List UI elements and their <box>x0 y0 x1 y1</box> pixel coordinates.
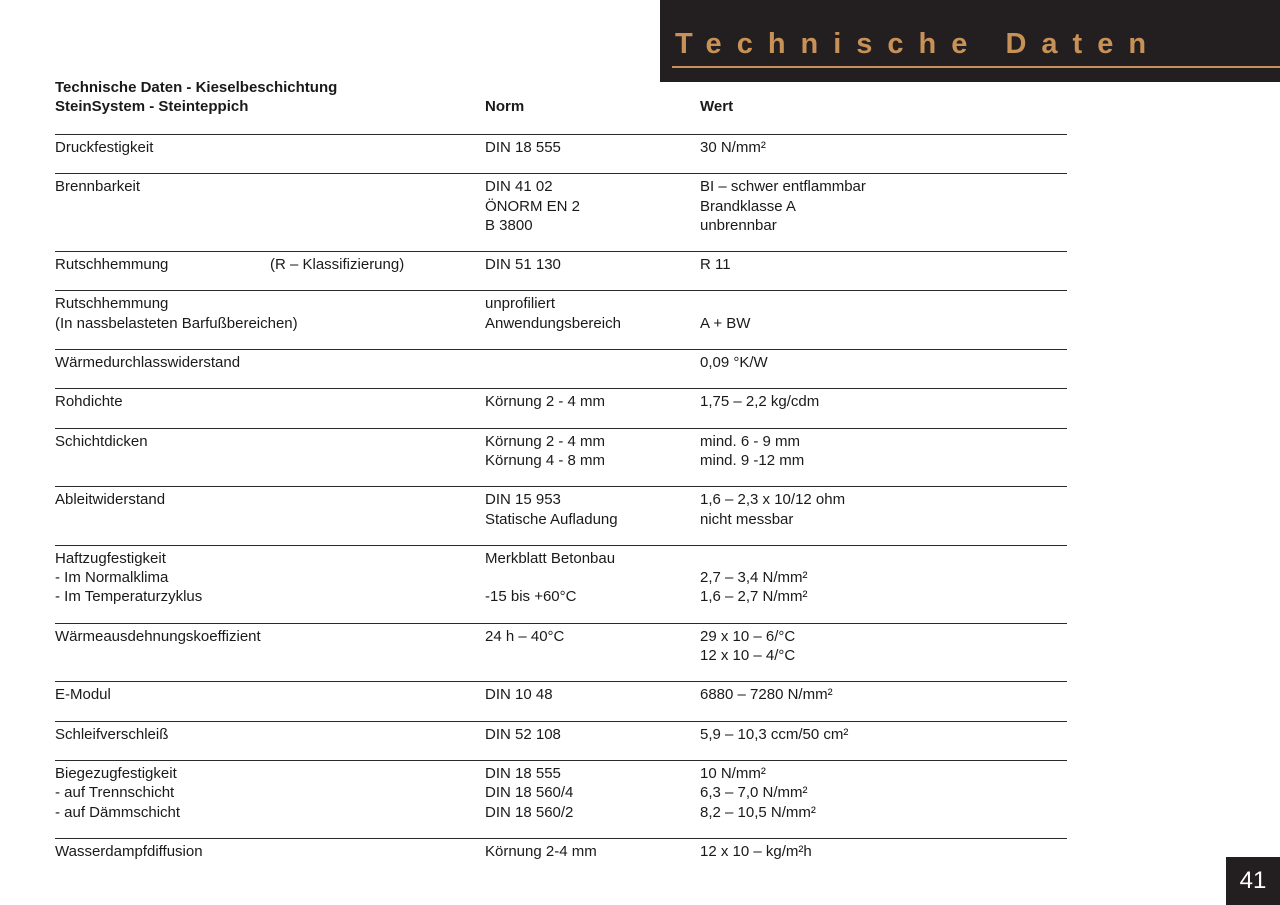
value-cell <box>700 685 833 704</box>
property-name <box>55 255 168 274</box>
norm-cell <box>485 490 618 529</box>
value-cell-line: 29 x 10 – 6/°C <box>700 627 796 645</box>
value-cell-line: 8,2 – 10,5 N/mm² <box>700 803 816 821</box>
value-cell-line: BI – schwer entflammbar <box>700 178 866 196</box>
norm-cell <box>485 294 621 333</box>
table-row <box>55 760 1067 838</box>
value-cell <box>700 627 795 666</box>
property-name-line: (In nassbelasteten Barfußbereichen) <box>55 314 298 332</box>
norm-cell <box>485 432 605 471</box>
value-cell-line: 12 x 10 – 4/°C <box>700 647 796 665</box>
property-name-line: Rutschhemmung <box>55 256 169 274</box>
property-name-line: E-Modul <box>55 686 111 704</box>
value-cell-line: 10 N/mm² <box>700 764 766 782</box>
section-title: Technische Daten <box>675 28 1162 60</box>
property-name-line: - auf Dämmschicht <box>55 803 181 821</box>
value-cell <box>700 725 848 744</box>
norm-cell-line: Körnung 2 - 4 mm <box>485 393 606 411</box>
banner-rule <box>672 66 1280 68</box>
property-name <box>55 177 140 196</box>
value-cell <box>700 177 866 235</box>
section-banner <box>660 0 1280 82</box>
value-cell-line: unbrennbar <box>700 216 777 234</box>
property-name <box>55 392 123 411</box>
value-cell-line: 1,6 – 2,3 x 10/12 ohm <box>700 491 846 509</box>
norm-cell <box>485 627 564 646</box>
norm-cell-line: DIN 15 953 <box>485 491 561 509</box>
property-name-line: Biegezugfestigkeit <box>55 764 177 782</box>
table-row <box>55 545 1067 623</box>
value-cell-line: R 11 <box>700 256 731 274</box>
norm-cell-line: DIN 10 48 <box>485 686 553 704</box>
value-cell <box>700 432 804 471</box>
norm-cell <box>485 725 561 744</box>
norm-cell-line: Körnung 4 - 8 mm <box>485 451 606 469</box>
table-row <box>55 838 1067 877</box>
value-cell-line: 12 x 10 – kg/m²h <box>700 842 812 860</box>
table-row <box>55 290 1067 349</box>
norm-cell-line: DIN 51 130 <box>485 256 561 274</box>
norm-cell <box>485 255 561 274</box>
value-cell <box>700 138 766 157</box>
value-cell-line: A + BW <box>700 314 751 332</box>
table-row <box>55 623 1067 682</box>
value-cell-line: mind. 6 - 9 mm <box>700 432 801 450</box>
document-subtitle: SteinSystem - Steinteppich <box>55 98 249 115</box>
value-cell <box>700 294 750 333</box>
property-name <box>55 353 240 372</box>
property-name <box>55 725 168 744</box>
property-name <box>55 627 261 646</box>
norm-cell <box>485 353 489 372</box>
table-row <box>55 251 1067 290</box>
norm-cell <box>485 685 553 704</box>
norm-cell-line: DIN 41 02 <box>485 178 553 196</box>
value-cell-line <box>700 294 750 313</box>
property-name-line: Rutschhemmung <box>55 295 169 313</box>
property-name <box>55 685 111 704</box>
value-cell-line: 30 N/mm² <box>700 139 766 156</box>
norm-cell-line: Merkblatt Betonbau <box>485 549 616 567</box>
property-name-line: - Im Temperaturzyklus <box>55 588 203 606</box>
value-cell <box>700 255 731 274</box>
norm-cell-line: -15 bis +60°C <box>485 588 577 606</box>
norm-cell-line: DIN 52 108 <box>485 725 561 743</box>
spec-table <box>55 134 1067 877</box>
value-cell <box>700 353 768 372</box>
property-name-line: Wärmedurchlasswiderstand <box>55 354 241 372</box>
value-cell-line: 1,6 – 2,7 N/mm² <box>700 588 808 606</box>
table-row <box>55 349 1067 388</box>
norm-cell-line: 24 h – 40°C <box>485 627 565 645</box>
property-name <box>55 842 203 861</box>
norm-cell-line: Körnung 2 - 4 mm <box>485 432 606 450</box>
value-cell-line: 6880 – 7280 N/mm² <box>700 686 833 704</box>
property-name <box>55 138 153 157</box>
norm-cell <box>485 842 597 861</box>
norm-cell <box>485 392 605 411</box>
property-name-line: Schleifverschleiß <box>55 725 169 743</box>
table-row <box>55 721 1067 760</box>
norm-cell-line: DIN 18 555 <box>485 139 561 156</box>
value-cell-line <box>700 549 808 568</box>
value-cell <box>700 490 845 529</box>
norm-cell-line: DIN 18 555 <box>485 764 561 782</box>
property-name-line: Ableitwiderstand <box>55 491 166 509</box>
value-cell-line: 0,09 °K/W <box>700 354 768 372</box>
property-name-line: Haftzugfestigkeit <box>55 549 166 567</box>
norm-cell <box>485 177 580 235</box>
norm-cell <box>485 764 573 822</box>
value-cell-line: Brandklasse A <box>700 197 796 215</box>
document-title: Technische Daten - Kieselbeschichtung <box>55 79 338 96</box>
norm-cell-line <box>485 353 489 372</box>
property-name <box>55 549 202 607</box>
property-name <box>55 490 165 509</box>
value-cell-line: nicht messbar <box>700 510 794 528</box>
property-name-line: Schichtdicken <box>55 432 148 450</box>
property-name-line: Wasserdampfdiffusion <box>55 842 203 860</box>
property-name-line: Druckfestigkeit <box>55 139 154 156</box>
table-row <box>55 681 1067 720</box>
value-cell <box>700 842 812 861</box>
norm-cell <box>485 549 615 607</box>
value-cell <box>700 392 819 411</box>
norm-cell-line <box>485 568 615 587</box>
property-name <box>55 294 298 333</box>
value-cell <box>700 549 808 607</box>
table-row <box>55 173 1067 251</box>
norm-cell-line: unprofiliert <box>485 295 556 313</box>
norm-cell-line: DIN 18 560/4 <box>485 784 574 802</box>
property-name <box>55 764 180 822</box>
property-name-line: Rohdichte <box>55 393 123 411</box>
value-cell-line: 2,7 – 3,4 N/mm² <box>700 569 808 587</box>
norm-cell-line: Anwendungsbereich <box>485 314 621 332</box>
table-row <box>55 486 1067 545</box>
norm-cell <box>485 138 561 157</box>
property-name-line: Brennbarkeit <box>55 178 141 196</box>
page-number: 41 <box>1226 857 1280 905</box>
norm-cell-line: B 3800 <box>485 216 533 234</box>
value-cell-line: mind. 9 -12 mm <box>700 451 805 469</box>
column-header-norm: Norm <box>485 98 525 115</box>
property-note: (R – Klassifizierung) <box>270 256 405 274</box>
property-name <box>55 432 148 451</box>
norm-cell-line: Körnung 2-4 mm <box>485 842 597 860</box>
property-name-line: - auf Trennschicht <box>55 784 175 802</box>
value-cell <box>700 764 816 822</box>
table-row <box>55 428 1067 487</box>
column-header-wert: Wert <box>700 98 734 115</box>
value-cell-line: 6,3 – 7,0 N/mm² <box>700 784 808 802</box>
norm-cell-line: Statische Aufladung <box>485 510 618 528</box>
norm-cell-line: DIN 18 560/2 <box>485 803 574 821</box>
table-row <box>55 388 1067 427</box>
property-name-line: - Im Normalklima <box>55 569 169 587</box>
norm-cell-line: ÖNORM EN 2 <box>485 197 581 215</box>
value-cell-line: 5,9 – 10,3 ccm/50 cm² <box>700 725 849 743</box>
table-row <box>55 134 1067 173</box>
property-name-line: Wärmeausdehnungskoeffizient <box>55 627 261 645</box>
value-cell-line: 1,75 – 2,2 kg/cdm <box>700 393 820 411</box>
